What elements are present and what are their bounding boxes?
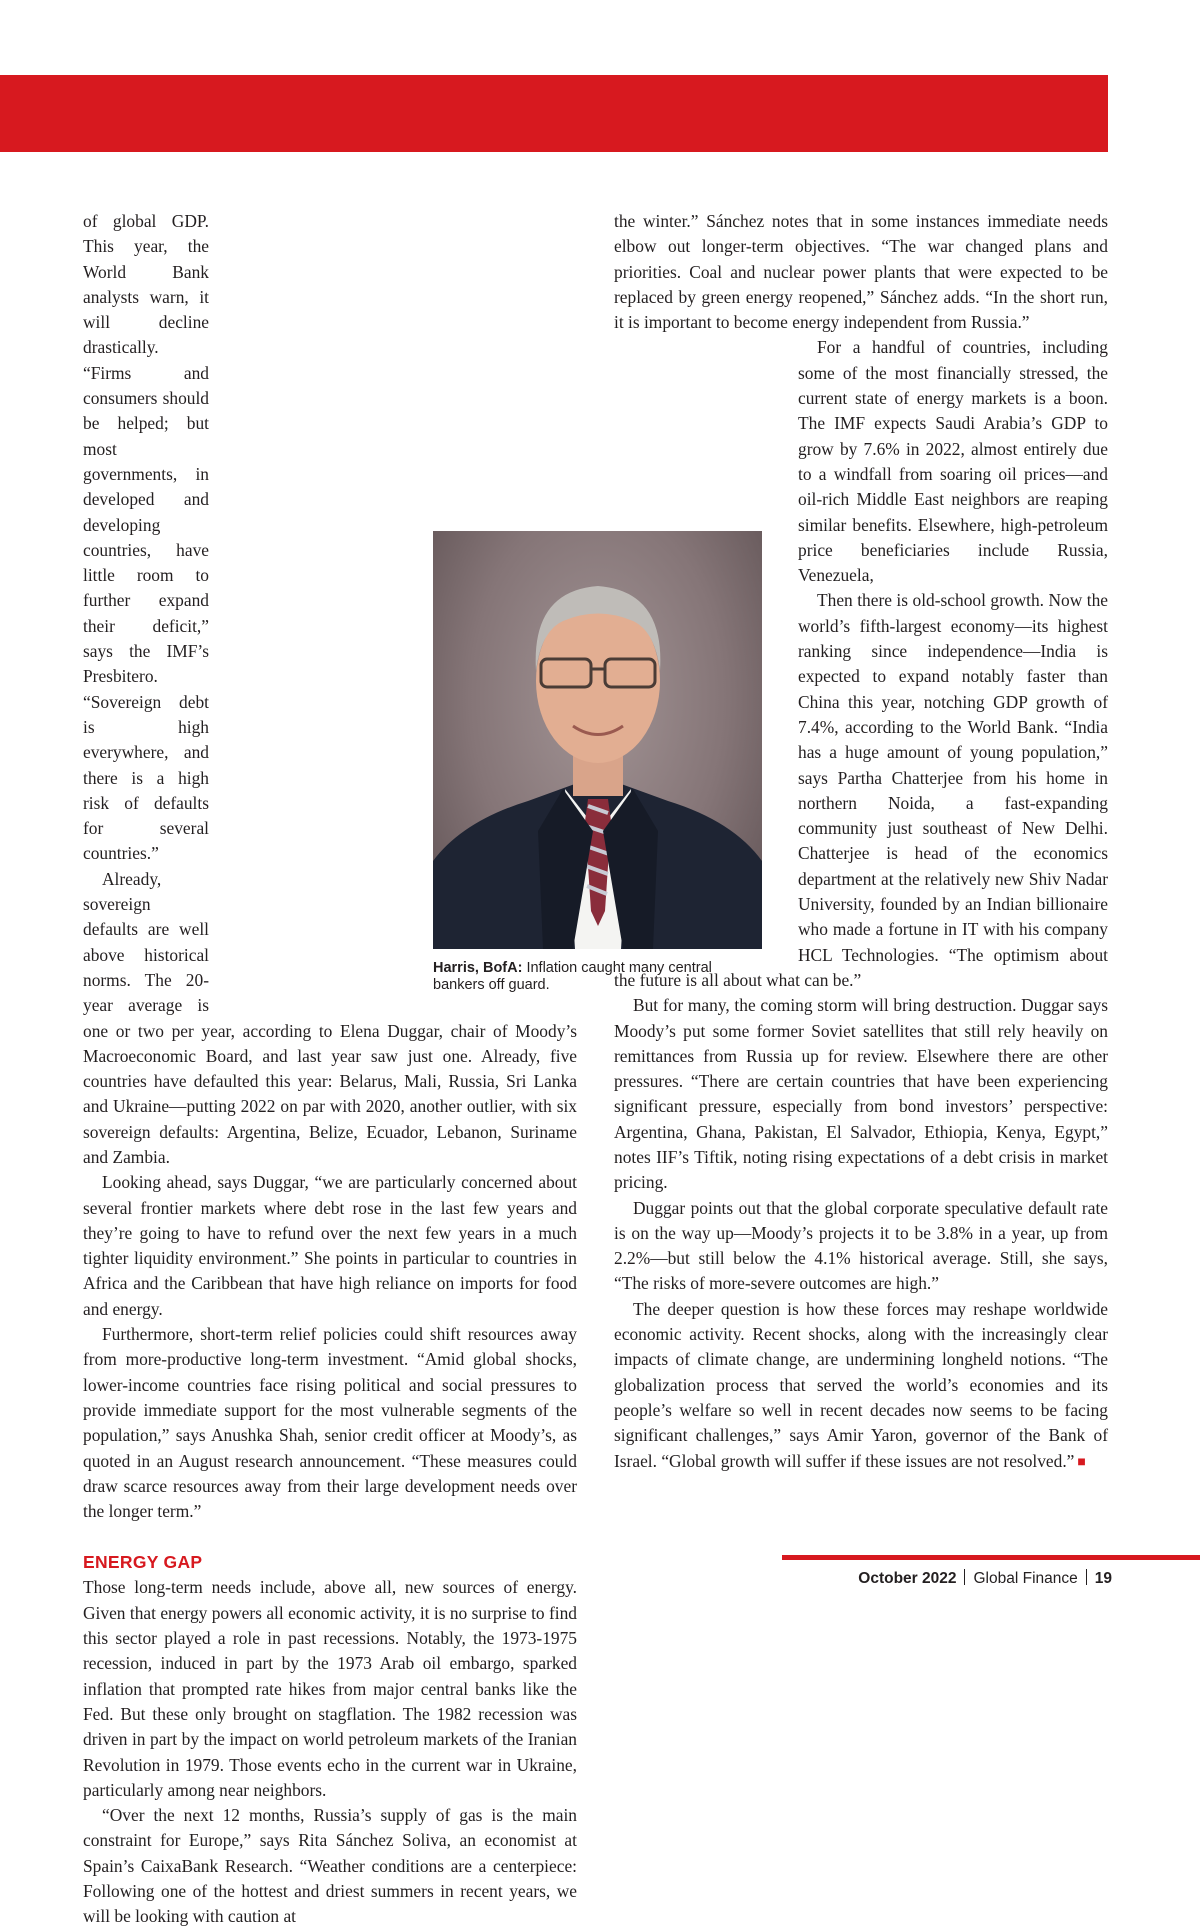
- footer-date: October 2022: [858, 1570, 957, 1587]
- paragraph: For a handful of countries, including some of the most financially stressed, the current state of energy markets is a boon. The IMF expects Saudi Arabia’s GDP to grow by 7.6% in 2022, almost entirely due to a windfall from soaring oil prices—and oil-rich Middle East neighbors are reaping similar benefits. Elsewhere, high-petroleum price beneficiaries include Russia, Venezuela,: [798, 337, 1108, 586]
- portrait-photo: [433, 531, 762, 949]
- paragraph: Furthermore, short-term relief policies could shift resources away from more-productive long-term investment. “Amid global shocks, lower-income countries face rising political and social pressures to provide immediate support for the most vulnerable segments of the population,” says Anushka Shah, senior credit officer at Moody’s, as quoted in an August research announcement. “These measures could draw scarce resources away from their large development needs over the longer term.”: [83, 1324, 577, 1522]
- caption-text: Inflation caught many central bankers off guard.: [433, 960, 712, 993]
- section-subhead: ENERGY GAP: [83, 1552, 203, 1573]
- paragraph: Duggar points out that the global corporate speculative default rate is on the way up—Moody’s projects it to be 3.8% in a year, up from 2.2%—but still below the 4.1% historical average. Still, she says, “The risks of more-severe outcomes are high.”: [614, 1197, 1108, 1294]
- end-mark-icon: ■: [1077, 1454, 1086, 1470]
- paragraph: [614, 1297, 1108, 1475]
- paragraph: the winter.” Sánchez notes that in some instances immediate needs elbow out longer-term objectives. “The war changed plans and priorities. Coal and nuclear power plants that were expected to be replaced by green energy reopened,” Sánchez adds. “In the short run, it is important to become energy independent from Russia.”: [614, 211, 1108, 333]
- footer-publication: Global Finance: [973, 1570, 1078, 1587]
- paragraph: Already, sovereign defaults are well above historical norms. The 20-year average is one or two per year, according to Elena Duggar, chair of Moody’s Macroeconomic Board, and last year saw just one. Already, five countries have defaulted this year: Belarus, Mali, Russia, Sri Lanka and Ukraine—putting 2022 on par with 2020, another outlier, with six sovereign defaults: Argentina, Belize, Ecuador, Lebanon, Suriname and Zambia.: [83, 868, 577, 1167]
- footer-separator: [1086, 1569, 1087, 1585]
- header-banner: [0, 75, 1108, 152]
- paragraph: But for many, the coming storm will bring destruction. Duggar says Moody’s put some former Soviet satellites that still rely heavily on remittances from Russia up for review. Elsewhere there are other pressures. “There are certain countries that have been experiencing significant pressure, especially from bond investors’ perspective: Argentina, Ghana, Pakistan, El Salvador, Ethiopia, Kenya, Egypt,” notes IIF’s Tiftik, noting rising expectations of a debt crisis in market pricing.: [614, 995, 1108, 1193]
- photo-caption: [433, 960, 762, 994]
- paragraph: of global GDP. This year, the World Bank analysts warn, it will decline drastically. “Firms and consumers should be helped; but most governments, in developed and developing countries, have little room to further expand their deficit,” says the IMF’s Presbitero. “Sovereign debt is high everywhere, and there is a high risk of defaults for several countries.”: [83, 211, 209, 864]
- page-number: 19: [1094, 1570, 1112, 1587]
- paragraph: Then there is old-school growth. Now the world’s fifth-largest economy—its highest ranking since independence—India is expected to expand notably faster than China this year, notching GDP growth of 7.4%, according to the World Bank. “India has a huge amount of young population,” says Partha Chatterjee from his home in northern Noida, a fast-expanding community just southeast of New Delhi. Chatterjee is head of the economics department at the relatively new Shiv Nadar University, founded by an Indian billionaire who made a fortune in IT with his company HCL Technologies. “The optimism about the future is all about what can be.”: [614, 590, 1108, 990]
- paragraph: “Over the next 12 months, Russia’s supply of gas is the main constraint for Europe,” says Rita Sánchez Soliva, an economist at Spain’s CaixaBank Research. “Weather conditions are a centerpiece: Following one of the hottest and driest summers in recent years, we will be looking with caution at: [83, 1805, 577, 1927]
- page-footer: [858, 1569, 1112, 1589]
- portrait-illustration: [433, 531, 762, 949]
- paragraph: Looking ahead, says Duggar, “we are particularly concerned about several frontier markets where debt rose in the last few years and they’re going to have to refund over the next few years in a much tighter liquidity environment.” She points in particular to countries in Africa and the Caribbean that have high reliance on imports for food and energy.: [83, 1172, 577, 1319]
- caption-name: Harris, BofA:: [433, 960, 523, 976]
- footer-separator: [964, 1569, 965, 1585]
- paragraph-text: The deeper question is how these forces may reshape worldwide economic activity. Recent shocks, along with the increasingly clear impacts of climate change, are undermining longheld notions. “The globalization process that served the world’s economies and its people’s welfare so well in recent decades now seems to be facing significant challenges,” says Amir Yaron, governor of the Bank of Israel. “Global growth will suffer if these issues are not resolved.”: [614, 1298, 1108, 1471]
- article-column-left: [83, 209, 577, 1930]
- paragraph: Those long-term needs include, above all, new sources of energy. Given that energy powers all economic activity, it is no surprise to find this sector played a role in past recessions. Notably, the 1973-1975 recession, induced in part by the 1973 Arab oil embargo, sparked inflation that prompted rate hikes from major central banks like the Fed. But these only brought on stagflation. The 1982 recession was driven in part by the impact on world petroleum markets of the Iranian Revolution in 1979. Those events echo in the current war in Ukraine, particularly among near neighbors.: [83, 1577, 577, 1800]
- footer-rule: [782, 1555, 1200, 1560]
